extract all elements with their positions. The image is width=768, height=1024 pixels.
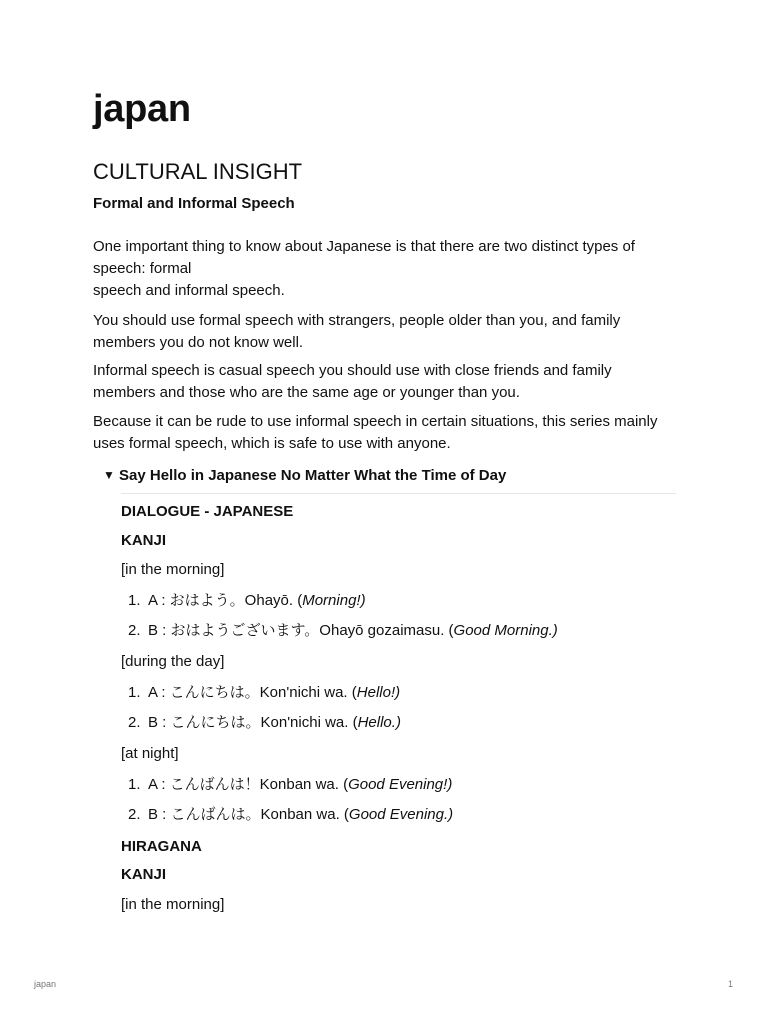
paragraph-intro-line-1: One important thing to know about Japanese is that there are two distinct types of speech: formal <box>93 238 635 277</box>
hiragana-label: HIRAGANA <box>121 838 202 855</box>
context-night: [at night] <box>121 745 179 762</box>
paragraph-rude: Because it can be rude to use informal speech in certain situations, this series mainly uses formal speech, which is safe to use with anyone. <box>93 413 658 452</box>
paragraph-formal: You should use formal speech with strangers, people older than you, and family members you do not know well. <box>93 312 621 351</box>
paragraph-intro-line-2: speech and informal speech. <box>93 282 285 299</box>
toggle-say-hello[interactable] <box>103 464 678 487</box>
toggle-label[interactable]: Say Hello in Japanese No Matter What the Time of Day <box>119 467 507 484</box>
footer-doc-name: japan <box>34 979 57 989</box>
list-item: 2. B : こんにちは。Kon'nichi wa. (Hello.) <box>128 714 401 731</box>
divider <box>121 493 676 494</box>
list-item: 1. A : こんばんは！Konban wa. (Good Evening!) <box>128 776 453 793</box>
list-item: 1. A : おはよう。Ohayō. (Morning!) <box>128 592 366 609</box>
kanji-label: KANJI <box>121 532 167 549</box>
context-morning-2: [in the morning] <box>121 896 225 913</box>
footer-page-number: 1 <box>728 979 734 989</box>
list-item: 2. B : こんばんは。Konban wa. (Good Evening.) <box>128 806 454 823</box>
context-day: [during the day] <box>121 653 225 670</box>
triangle-down-icon[interactable]: ▼ <box>103 468 115 482</box>
page-title: japan <box>93 88 191 130</box>
dialogue-heading: DIALOGUE - JAPANESE <box>121 503 294 520</box>
kanji-label-2: KANJI <box>121 866 167 883</box>
context-morning: [in the morning] <box>121 561 225 578</box>
paragraph-intro <box>93 236 678 302</box>
list-item: 1. A : こんにちは。Kon'nichi wa. (Hello!) <box>128 684 401 701</box>
section-heading: CULTURAL INSIGHT <box>93 159 303 184</box>
subheading: Formal and Informal Speech <box>93 195 295 212</box>
paragraph-informal: Informal speech is casual speech you should use with close friends and family members and those who are the same age or younger than you. <box>93 362 612 401</box>
list-item: 2. B : おはようございます。Ohayō gozaimasu. (Good Morning.) <box>128 622 558 639</box>
